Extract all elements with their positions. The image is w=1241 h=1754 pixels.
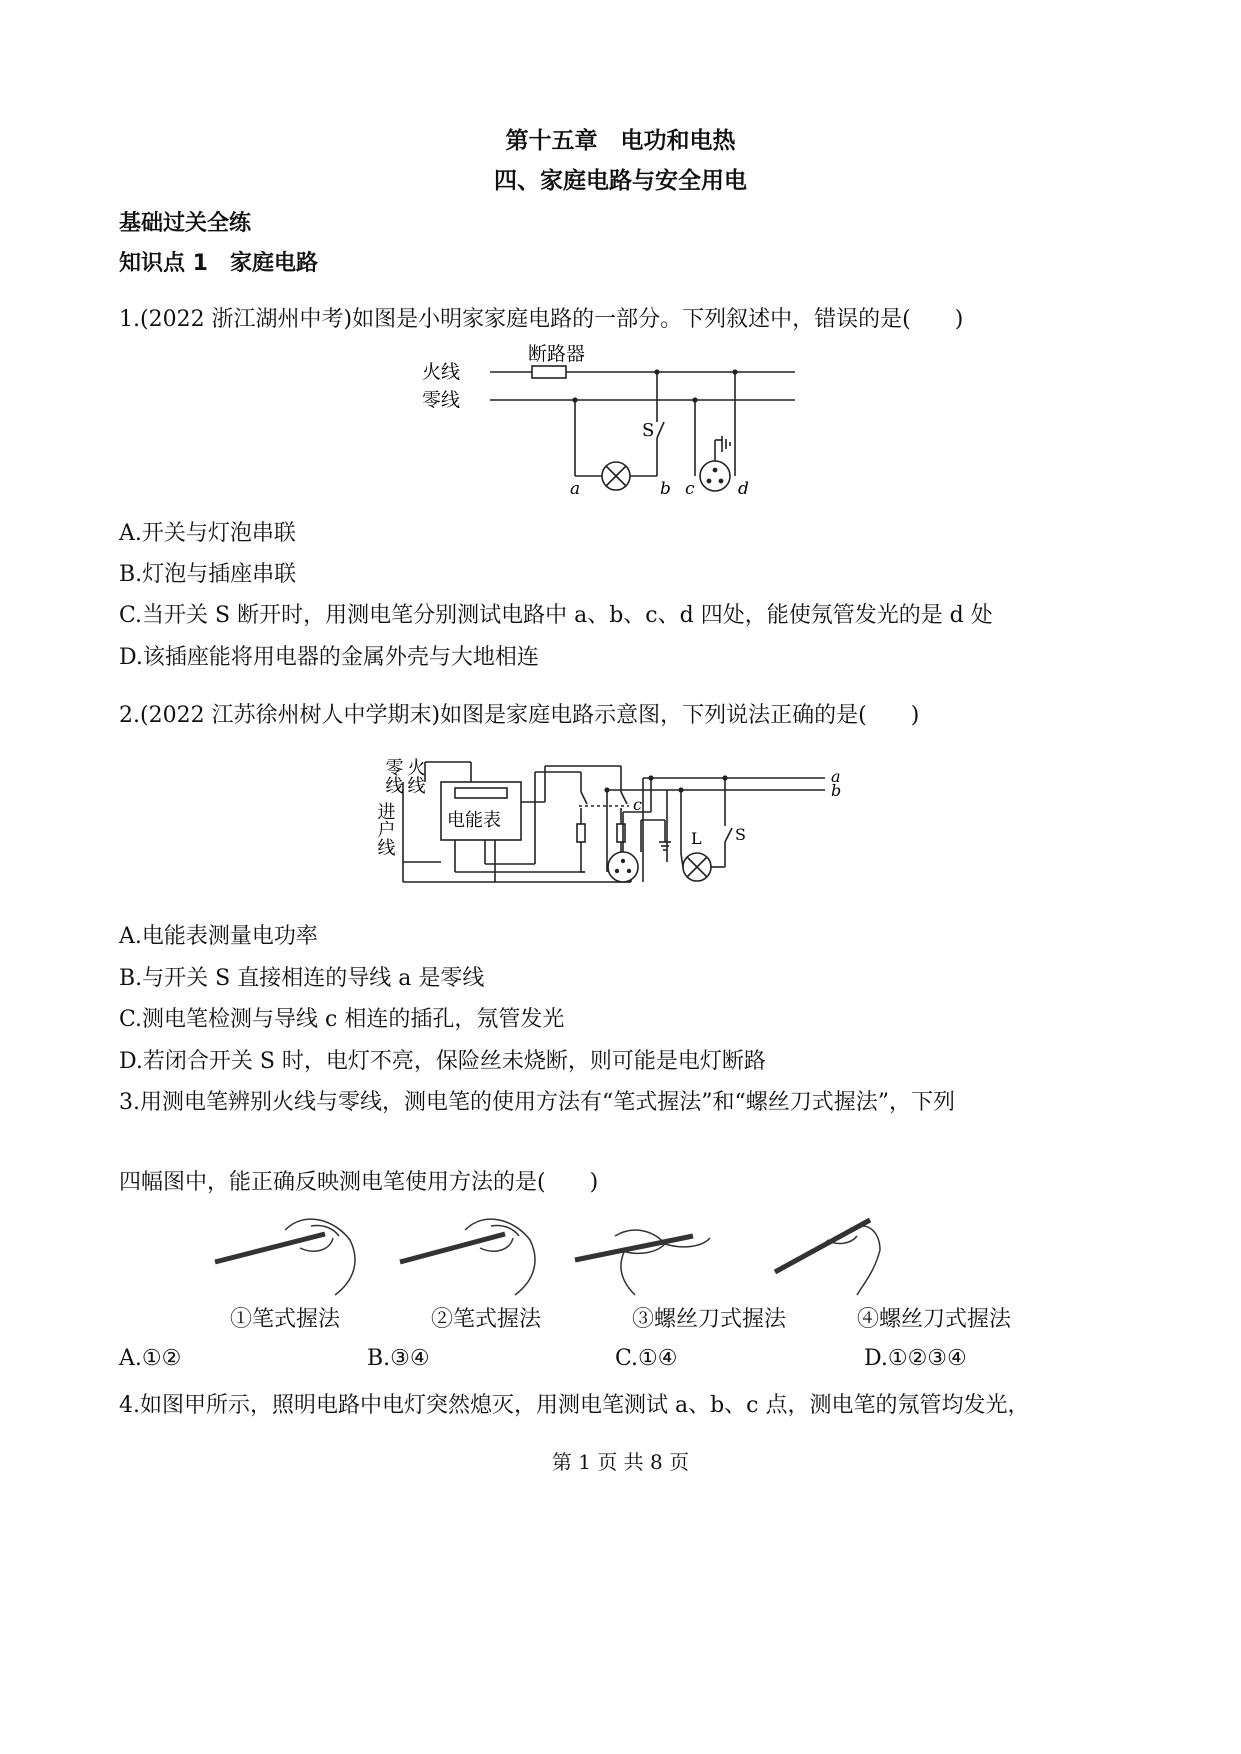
lamp-label: L	[691, 829, 702, 848]
question-2-circuit-diagram	[374, 742, 855, 902]
screwdriver-grip-figure-3	[575, 1230, 710, 1295]
q3-option-c: C.①④	[615, 1346, 678, 1371]
q3-option-b: B.③④	[367, 1346, 430, 1371]
entry-wire-label: 进户线	[374, 802, 396, 856]
live-wire-label: 火线	[422, 361, 461, 383]
page-footer: 第 1 页 共 8 页	[551, 1450, 690, 1474]
caption-1: ①笔式握法	[230, 1307, 341, 1332]
question-4-stem: 4.如图甲所示，照明电路中电灯突然熄灭，用测电笔测试 a、b、c 点，测电笔的氖管均发光，	[119, 1393, 1030, 1418]
q2-option-d: D.若闭合开关 S 时，电灯不亮，保险丝未烧断，则可能是电灯断路	[119, 1049, 766, 1074]
wire-b-label: b	[831, 781, 842, 800]
question-1-circuit-diagram	[420, 336, 800, 499]
breaker-label: 断路器	[528, 343, 586, 365]
switch-label: S	[642, 420, 655, 441]
wire-a-label: a	[831, 767, 841, 786]
point-a-label: a	[570, 479, 581, 499]
q3-option-a: A.①②	[119, 1346, 182, 1371]
point-b-label: b	[660, 479, 671, 499]
point-c-label: c	[685, 479, 695, 499]
pen-grip-figure-2	[400, 1219, 535, 1295]
question-3-stem-line2: 四幅图中，能正确反映测电笔使用方法的是( )	[119, 1170, 599, 1195]
q3-option-d: D.①②③④	[864, 1346, 967, 1371]
point-d-label: d	[738, 479, 749, 499]
section-title: 四、家庭电路与安全用电	[494, 168, 747, 194]
knowledge-point-heading: 知识点 1 家庭电路	[119, 251, 318, 276]
screwdriver-grip-figure-4	[775, 1220, 880, 1295]
neutral-vertical-label: 零线	[382, 758, 404, 794]
q1-option-a: A.开关与灯泡串联	[119, 521, 296, 546]
q1-option-b: B.灯泡与插座串联	[119, 562, 297, 587]
q2-option-a: A.电能表测量电功率	[119, 924, 318, 949]
question-3-stem-line1: 3.用测电笔辨别火线与零线，测电笔的使用方法有“笔式握法”和“螺丝刀式握法”，下列	[119, 1090, 955, 1115]
chapter-title: 第十五章 电功和电热	[505, 128, 736, 154]
meter-label: 电能表	[447, 810, 501, 831]
practice-heading: 基础过关全练	[119, 211, 252, 236]
neutral-wire-label: 零线	[422, 389, 461, 411]
q2-option-c: C.测电笔检测与导线 c 相连的插孔，氖管发光	[119, 1007, 565, 1032]
q1-option-d: D.该插座能将用电器的金属外壳与大地相连	[119, 645, 539, 670]
caption-2: ②笔式握法	[431, 1307, 542, 1332]
switch-s-label: S	[735, 825, 746, 844]
question-2-stem: 2.(2022 江苏徐州树人中学期末)如图是家庭电路示意图，下列说法正确的是( )	[119, 703, 920, 728]
live-vertical-label: 火线	[404, 758, 426, 794]
q2-option-b: B.与开关 S 直接相连的导线 a 是零线	[119, 966, 485, 991]
q1-option-c: C.当开关 S 断开时，用测电笔分别测试电路中 a、b、c、d 四处，能使氖管发光的是 d 处	[119, 603, 993, 628]
pen-grip-figure-1	[215, 1219, 355, 1295]
caption-3: ③螺丝刀式握法	[632, 1307, 787, 1332]
caption-4: ④螺丝刀式握法	[857, 1307, 1012, 1332]
tester-grip-figures	[215, 1210, 1015, 1300]
wire-c-label: c	[633, 795, 642, 814]
question-1-stem: 1.(2022 浙江湖州中考)如图是小明家家庭电路的一部分。下列叙述中，错误的是( )	[119, 307, 964, 332]
